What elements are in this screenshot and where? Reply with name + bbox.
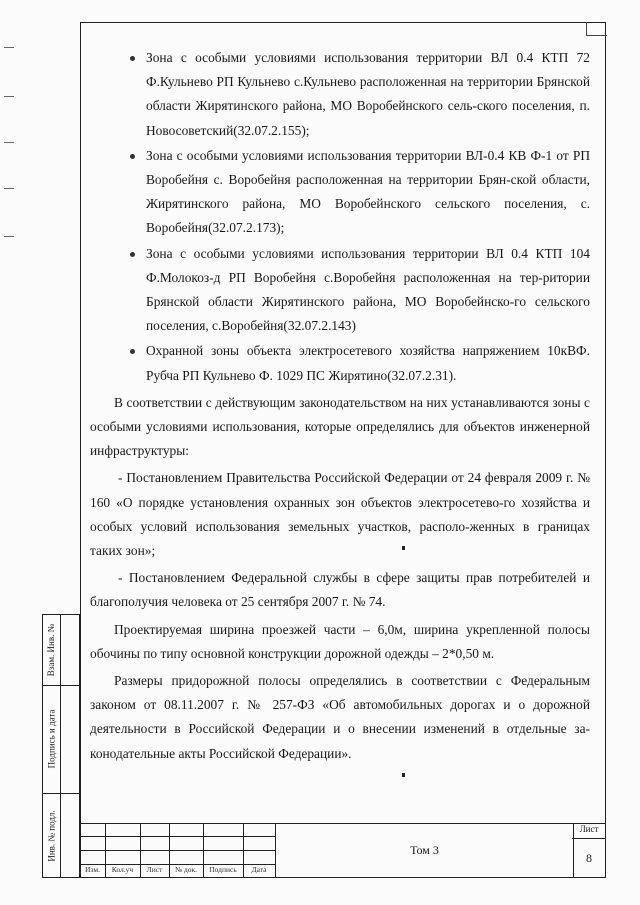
header-date: Дата — [251, 865, 267, 874]
paragraph-federal-service-decree: - Постановлением Федеральной службы в сфере защиты прав потребителей и благополучия человека от 25 сентября 2007 г. № 74. — [90, 570, 590, 610]
bullet-icon — [130, 252, 135, 257]
list-item — [90, 46, 590, 143]
title-block — [80, 823, 606, 878]
zone-list — [90, 46, 590, 388]
revision-grid — [80, 823, 275, 878]
side-label-signature-date: Подпись и дата — [46, 709, 57, 769]
scan-speck — [402, 546, 405, 550]
list-item — [90, 144, 590, 241]
header-sheet: Лист — [146, 865, 163, 874]
list-item-text: Зона с особыми условиями использования территории ВЛ 0.4 КТП 104 Ф.Молокоз-д РП Воробейня с.Воробейня расположенная на тер-ритории Брянской области Жирятинского района, МО Воробейнско-го сельского поселения, с.Воробейня(32.07.2.143) — [146, 245, 590, 334]
margin-tick — [4, 236, 14, 237]
list-item — [90, 242, 590, 339]
side-label-original-inv: Инв. № подл. — [46, 810, 57, 862]
paragraph-government-decree: - Постановлением Правительства Российской Федерации от 24 февраля 2009 г. № 160 «О порядке установления охранных зон объектов электросетево-го хозяйства и особых условий использования земельных участков, располо-женных в границах таких зон»; — [90, 470, 590, 559]
margin-tick — [4, 47, 14, 48]
bullet-icon — [130, 154, 135, 159]
paragraph-roadside-strip: Размеры придорожной полосы определялись в соответствии с Федеральным законом от 08.11.2007 г. № 257-ФЗ «Об автомобильных дорогах и о дорожной деятельности в Российской Федерации и о внесении изменений в отдельные за-конодательные акты Российской Федерации». — [90, 673, 590, 761]
header-count: Кол.уч — [111, 865, 134, 874]
list-item-text: Охранной зоны объекта электросетевого хозяйства напряжением 10кВФ. Рубча РП Кульнево Ф. 1029 ПС Жирятино(32.07.2.31). — [146, 343, 590, 383]
paragraph-legislation: В соответствии с действующим законодательством на них устанавливаются зоны с особыми условиями использования, которые определялись для объектов инженерной инфраструктуры: — [90, 394, 590, 459]
header-change: Изм. — [85, 865, 100, 874]
list-item-text: Зона с особыми условиями использования территории ВЛ-0.4 КВ Ф-1 от РП Воробейня с. Воробейня расположенная на территории Брян-ской области, Жирятинского района, МО Воробейнского сельского поселения, с. Воробейня(32.07.2.173); — [146, 147, 590, 236]
bullet-icon — [130, 349, 135, 354]
margin-tick — [4, 96, 14, 97]
document-body — [90, 46, 590, 767]
bullet-icon — [130, 56, 135, 61]
list-item-text: Зона с особыми условиями использования территории ВЛ 0.4 КТП 72 Ф.Кульнево РП Кульнево с.Кульнево расположенная на территории Брянской области Жирятинского района, МО Воробейнского сель-ского поселения, п. Новосоветский(32.07.2.155); — [146, 50, 590, 138]
sheet-number: 8 — [586, 851, 592, 865]
sheet-box — [572, 823, 606, 878]
side-stamp-column — [42, 614, 80, 878]
list-item — [90, 339, 590, 387]
volume-title: Том 3 — [275, 823, 574, 878]
sheet-label: Лист — [572, 824, 606, 839]
paragraph-road-width: Проектируемая ширина проезжей части – 6,0м, ширина укрепленной полосы обочины по типу основной конструкции дорожной одежды – 2*0,50 м. — [90, 621, 590, 661]
side-label-replacement-inv: Взам. Инв. № — [46, 623, 57, 677]
frame-corner-box — [586, 22, 607, 36]
header-signature: Подпись — [209, 865, 237, 874]
scan-speck — [402, 773, 405, 777]
margin-tick — [4, 142, 14, 143]
header-doc-number: № док. — [174, 865, 198, 874]
margin-tick — [4, 188, 14, 189]
